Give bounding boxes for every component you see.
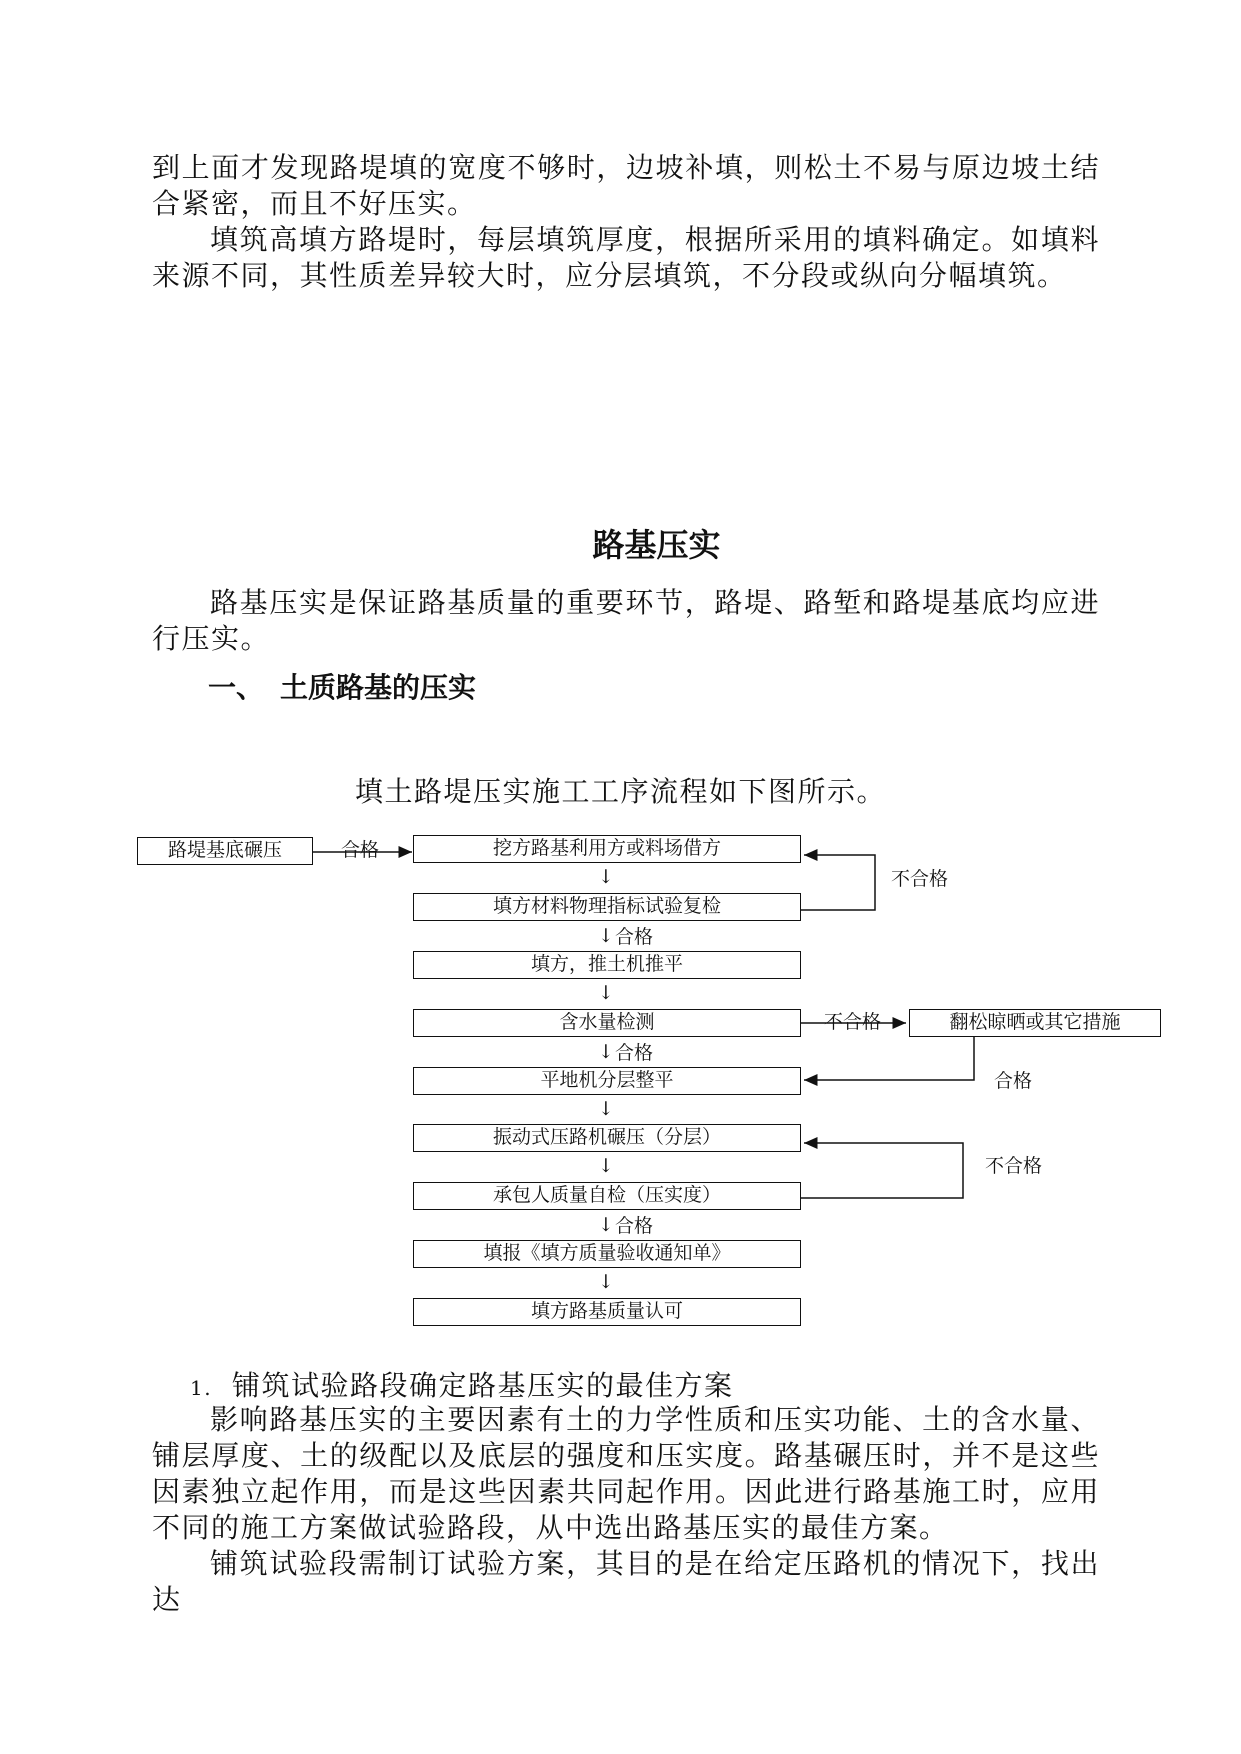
- arrow-down-2: ↓: [598, 925, 614, 947]
- flow-step-2: 填方材料物理指标试验复检: [413, 893, 801, 921]
- loop-pass-side: [804, 1037, 974, 1080]
- label-pass-7: 合格: [615, 1215, 654, 1237]
- flow-step-3: 填方，推土机推平: [413, 951, 801, 979]
- arrow-down-1: ↓: [598, 866, 614, 888]
- loop-fail-compaction: [800, 1143, 963, 1198]
- label-pass-2: 合格: [615, 926, 654, 948]
- item-text: 铺筑试验路段确定路基压实的最佳方案: [232, 1369, 734, 1402]
- label-pass-4: 合格: [615, 1042, 654, 1064]
- heading-text: 土质路基的压实: [280, 671, 477, 704]
- paragraph-fill-layers: 填筑高填方路堤时，每层填筑厚度，根据所采用的填料确定。如填料来源不同，其性质差异较大时，应分层填筑，不分段或纵向分幅填筑。: [152, 223, 1100, 292]
- paragraph-test-section: 铺筑试验段需制订试验方案，其目的是在给定压路机的情况下，找出达: [152, 1547, 1100, 1616]
- flow-step-6: 振动式压路机碾压（分层）: [413, 1124, 801, 1152]
- arrow-down-6: ↓: [598, 1155, 614, 1177]
- heading-number: 一、: [208, 671, 265, 704]
- arrow-down-7: ↓: [598, 1214, 614, 1236]
- flow-step-9: 填方路基质量认可: [413, 1298, 801, 1326]
- flowchart-caption: 填土路堤压实施工工序流程如下图所示。: [354, 775, 886, 808]
- label-fail-3: 不合格: [985, 1155, 1043, 1177]
- label-pass-base: 合格: [341, 839, 380, 861]
- section-title: 路基压实: [592, 526, 721, 564]
- paragraph-continued: 到上面才发现路堤填的宽度不够时，边坡补填，则松土不易与原边坡土结合紧密，而且不好压实。: [152, 151, 1100, 220]
- box-base-compaction: 路堤基底碾压: [137, 837, 313, 865]
- label-pass-side: 合格: [994, 1070, 1033, 1092]
- paragraph-compaction-factors: 影响路基压实的主要因素有土的力学性质和压实功能、土的含水量、铺层厚度、土的级配以及底层的强度和压实度。路基碾压时，并不是这些因素独立起作用，而是这些因素共同起作用。因此进行路基施工时，应用不同的施工方案做试验路段，从中选出路基压实的最佳方案。: [152, 1403, 1100, 1544]
- flow-step-4: 含水量检测: [413, 1009, 801, 1037]
- arrow-down-4: ↓: [598, 1041, 614, 1063]
- label-fail-2: 不合格: [824, 1011, 882, 1033]
- item-number: 1.: [190, 1376, 213, 1400]
- intro-paragraph: 路基压实是保证路基质量的重要环节，路堤、路堑和路堤基底均应进行压实。: [152, 586, 1100, 655]
- arrow-down-3: ↓: [598, 982, 614, 1004]
- arrow-down-5: ↓: [598, 1098, 614, 1120]
- flow-step-7: 承包人质量自检（压实度）: [413, 1182, 801, 1210]
- arrow-down-8: ↓: [598, 1271, 614, 1293]
- numbered-item-1: [190, 1364, 734, 1404]
- label-fail-1: 不合格: [891, 868, 949, 890]
- loop-fail-step2: [800, 855, 875, 910]
- flow-step-8: 填报《填方质量验收通知单》: [413, 1240, 801, 1268]
- flow-step-1: 挖方路基利用方或料场借方: [413, 835, 801, 863]
- box-side-measures: 翻松晾晒或其它措施: [909, 1009, 1161, 1037]
- flow-step-5: 平地机分层整平: [413, 1067, 801, 1095]
